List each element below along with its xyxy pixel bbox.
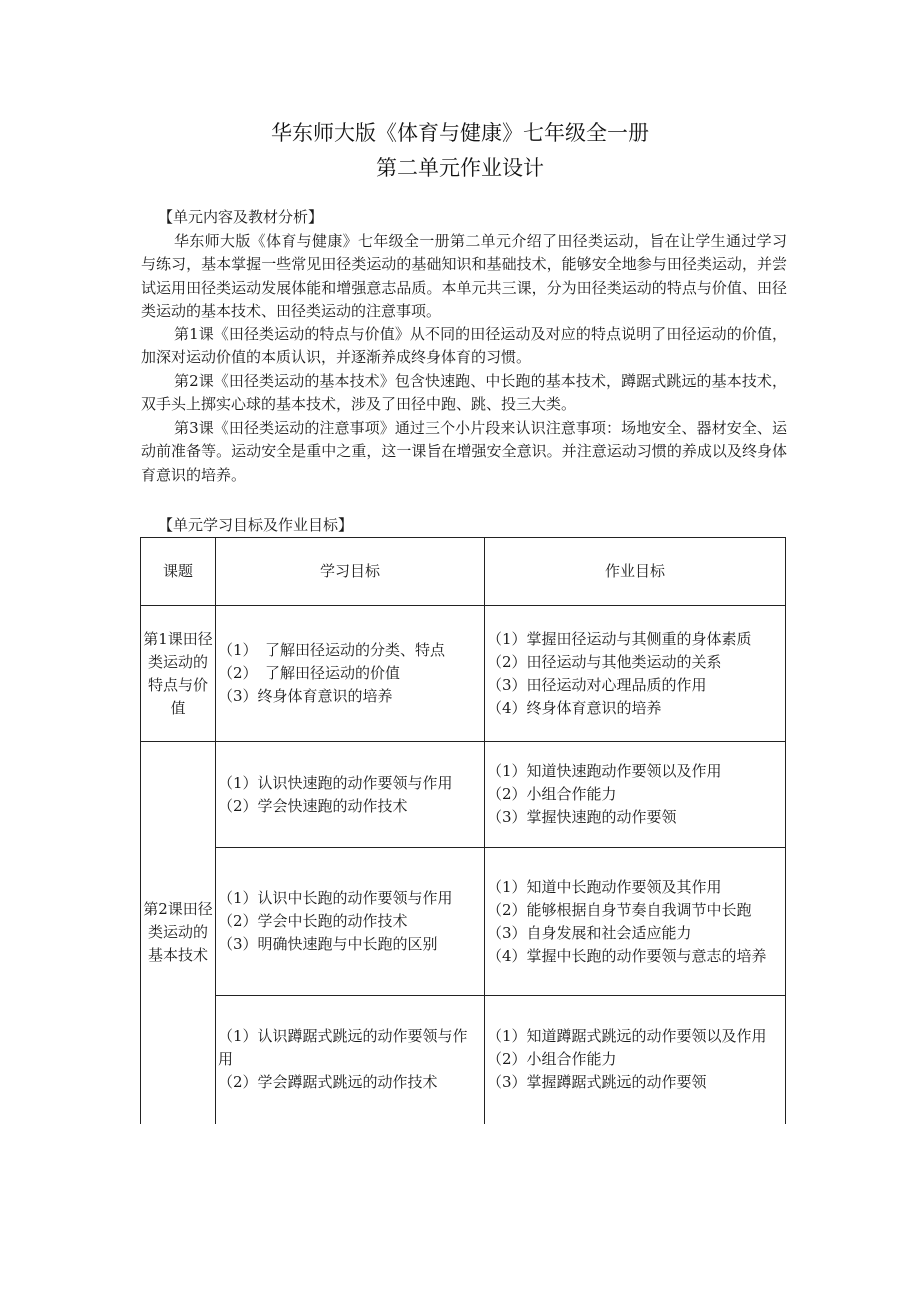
homework-goal-item: （2）田径运动与其他类运动的关系 xyxy=(487,652,722,671)
lesson-1-homework-goals xyxy=(485,606,786,742)
document-title: 华东师大版《体育与健康》七年级全一册 xyxy=(271,121,649,145)
table-row-lesson-2-distance xyxy=(141,848,786,996)
homework-goal-item: （1）知道中长跑动作要领及其作用 xyxy=(487,877,722,896)
study-goal-item: （2） 了解田径运动的价值 xyxy=(218,664,401,682)
objectives-table xyxy=(140,537,786,1124)
distance-run-study-goals xyxy=(216,848,485,996)
study-goal-item: （3）明确快速跑与中长跑的区别 xyxy=(218,935,438,953)
homework-goal-item: （3）掌握快速跑的动作要领 xyxy=(487,808,677,826)
document-subtitle: 第二单元作业设计 xyxy=(376,156,544,180)
homework-goal-item: （2）小组合作能力 xyxy=(487,1050,617,1069)
header-homework-goals: 作业目标 xyxy=(485,538,786,606)
homework-goal-item: （1）掌握田径运动与其侧重的身体素质 xyxy=(487,629,752,648)
homework-goal-item: （4）终身体育意识的培养 xyxy=(487,698,662,717)
homework-goal-item: （3）自身发展和社会适应能力 xyxy=(487,923,692,942)
study-goal-item: （3）终身体育意识的培养 xyxy=(218,687,393,705)
header-lesson: 课题 xyxy=(141,538,216,606)
study-goal-item: （1）认识快速跑的动作要领与作用 xyxy=(218,773,453,792)
homework-goal-item: （4）掌握中长跑的动作要领与意志的培养 xyxy=(487,946,767,965)
sprint-homework-goals xyxy=(485,742,786,848)
sprint-study-goals xyxy=(216,742,485,848)
paragraph-lesson-1: 第1课《田径类运动的特点与价值》从不同的田径运动及对应的特点说明了田径运动的价值，加深对运动价值的本质认识，并逐渐养成终身体育的习惯。 xyxy=(141,325,787,367)
study-goal-item: （1）认识蹲踞式跳远的动作要领与作用 xyxy=(218,1027,468,1069)
lesson-2-name: 第2课田径类运动的基本技术 xyxy=(141,742,216,1124)
paragraph-unit-intro: 华东师大版《体育与健康》七年级全一册第二单元介绍了田径类运动，旨在让学生通过学习与练习，基本掌握一些常见田径类运动的基础知识和基础技术，能够安全地参与田径类运动，并尝试运用田径类运动发展体能和增强意志品质。本单元共三课，分为田径类运动的特点与价值、田径类运动的基本技术、田径类运动的注意事项。 xyxy=(141,232,787,321)
distance-run-homework-goals xyxy=(485,848,786,996)
table-row-lesson-2-sprint xyxy=(141,742,786,848)
study-goal-item: （2）学会蹲踞式跳远的动作技术 xyxy=(218,1073,438,1092)
long-jump-homework-goals xyxy=(485,996,786,1124)
homework-goal-item: （1）知道快速跑动作要领以及作用 xyxy=(487,762,722,780)
homework-goal-item: （3）掌握蹲踞式跳远的动作要领 xyxy=(487,1073,707,1092)
table-row-lesson-2-long-jump xyxy=(141,996,786,1124)
long-jump-study-goals xyxy=(216,996,485,1124)
study-goal-item: （1） 了解田径运动的分类、特点 xyxy=(218,641,446,659)
study-goal-item: （1）认识中长跑的动作要领与作用 xyxy=(218,889,453,907)
section-heading-content-analysis: 【单元内容及教材分析】 xyxy=(158,208,324,226)
homework-goal-item: （1）知道蹲踞式跳远的动作要领以及作用 xyxy=(487,1027,767,1046)
table-row-lesson-1 xyxy=(141,606,786,742)
homework-goal-item: （3）田径运动对心理品质的作用 xyxy=(487,675,707,694)
homework-goal-item: （2）能够根据自身节奏自我调节中长跑 xyxy=(487,900,752,919)
lesson-1-name: 第1课田径类运动的特点与价值 xyxy=(141,606,216,742)
table-header-row xyxy=(141,538,786,606)
header-study-goals: 学习目标 xyxy=(216,538,485,606)
paragraph-lesson-3: 第3课《田径类运动的注意事项》通过三个小片段来认识注意事项：场地安全、器材安全、运动前准备等。运动安全是重中之重，这一课旨在增强安全意识。并注意运动习惯的养成以及终身体育意识的培养。 xyxy=(141,419,787,484)
paragraph-lesson-2: 第2课《田径类运动的基本技术》包含快速跑、中长跑的基本技术，蹲踞式跳远的基本技术，双手头上掷实心球的基本技术，涉及了田径中跑、跳、投三大类。 xyxy=(141,372,787,414)
study-goal-item: （2）学会中长跑的动作技术 xyxy=(218,912,408,930)
homework-goal-item: （2）小组合作能力 xyxy=(487,785,617,803)
study-goal-item: （2）学会快速跑的动作技术 xyxy=(218,796,408,815)
section-heading-objectives: 【单元学习目标及作业目标】 xyxy=(158,516,354,534)
lesson-1-study-goals xyxy=(216,606,485,742)
